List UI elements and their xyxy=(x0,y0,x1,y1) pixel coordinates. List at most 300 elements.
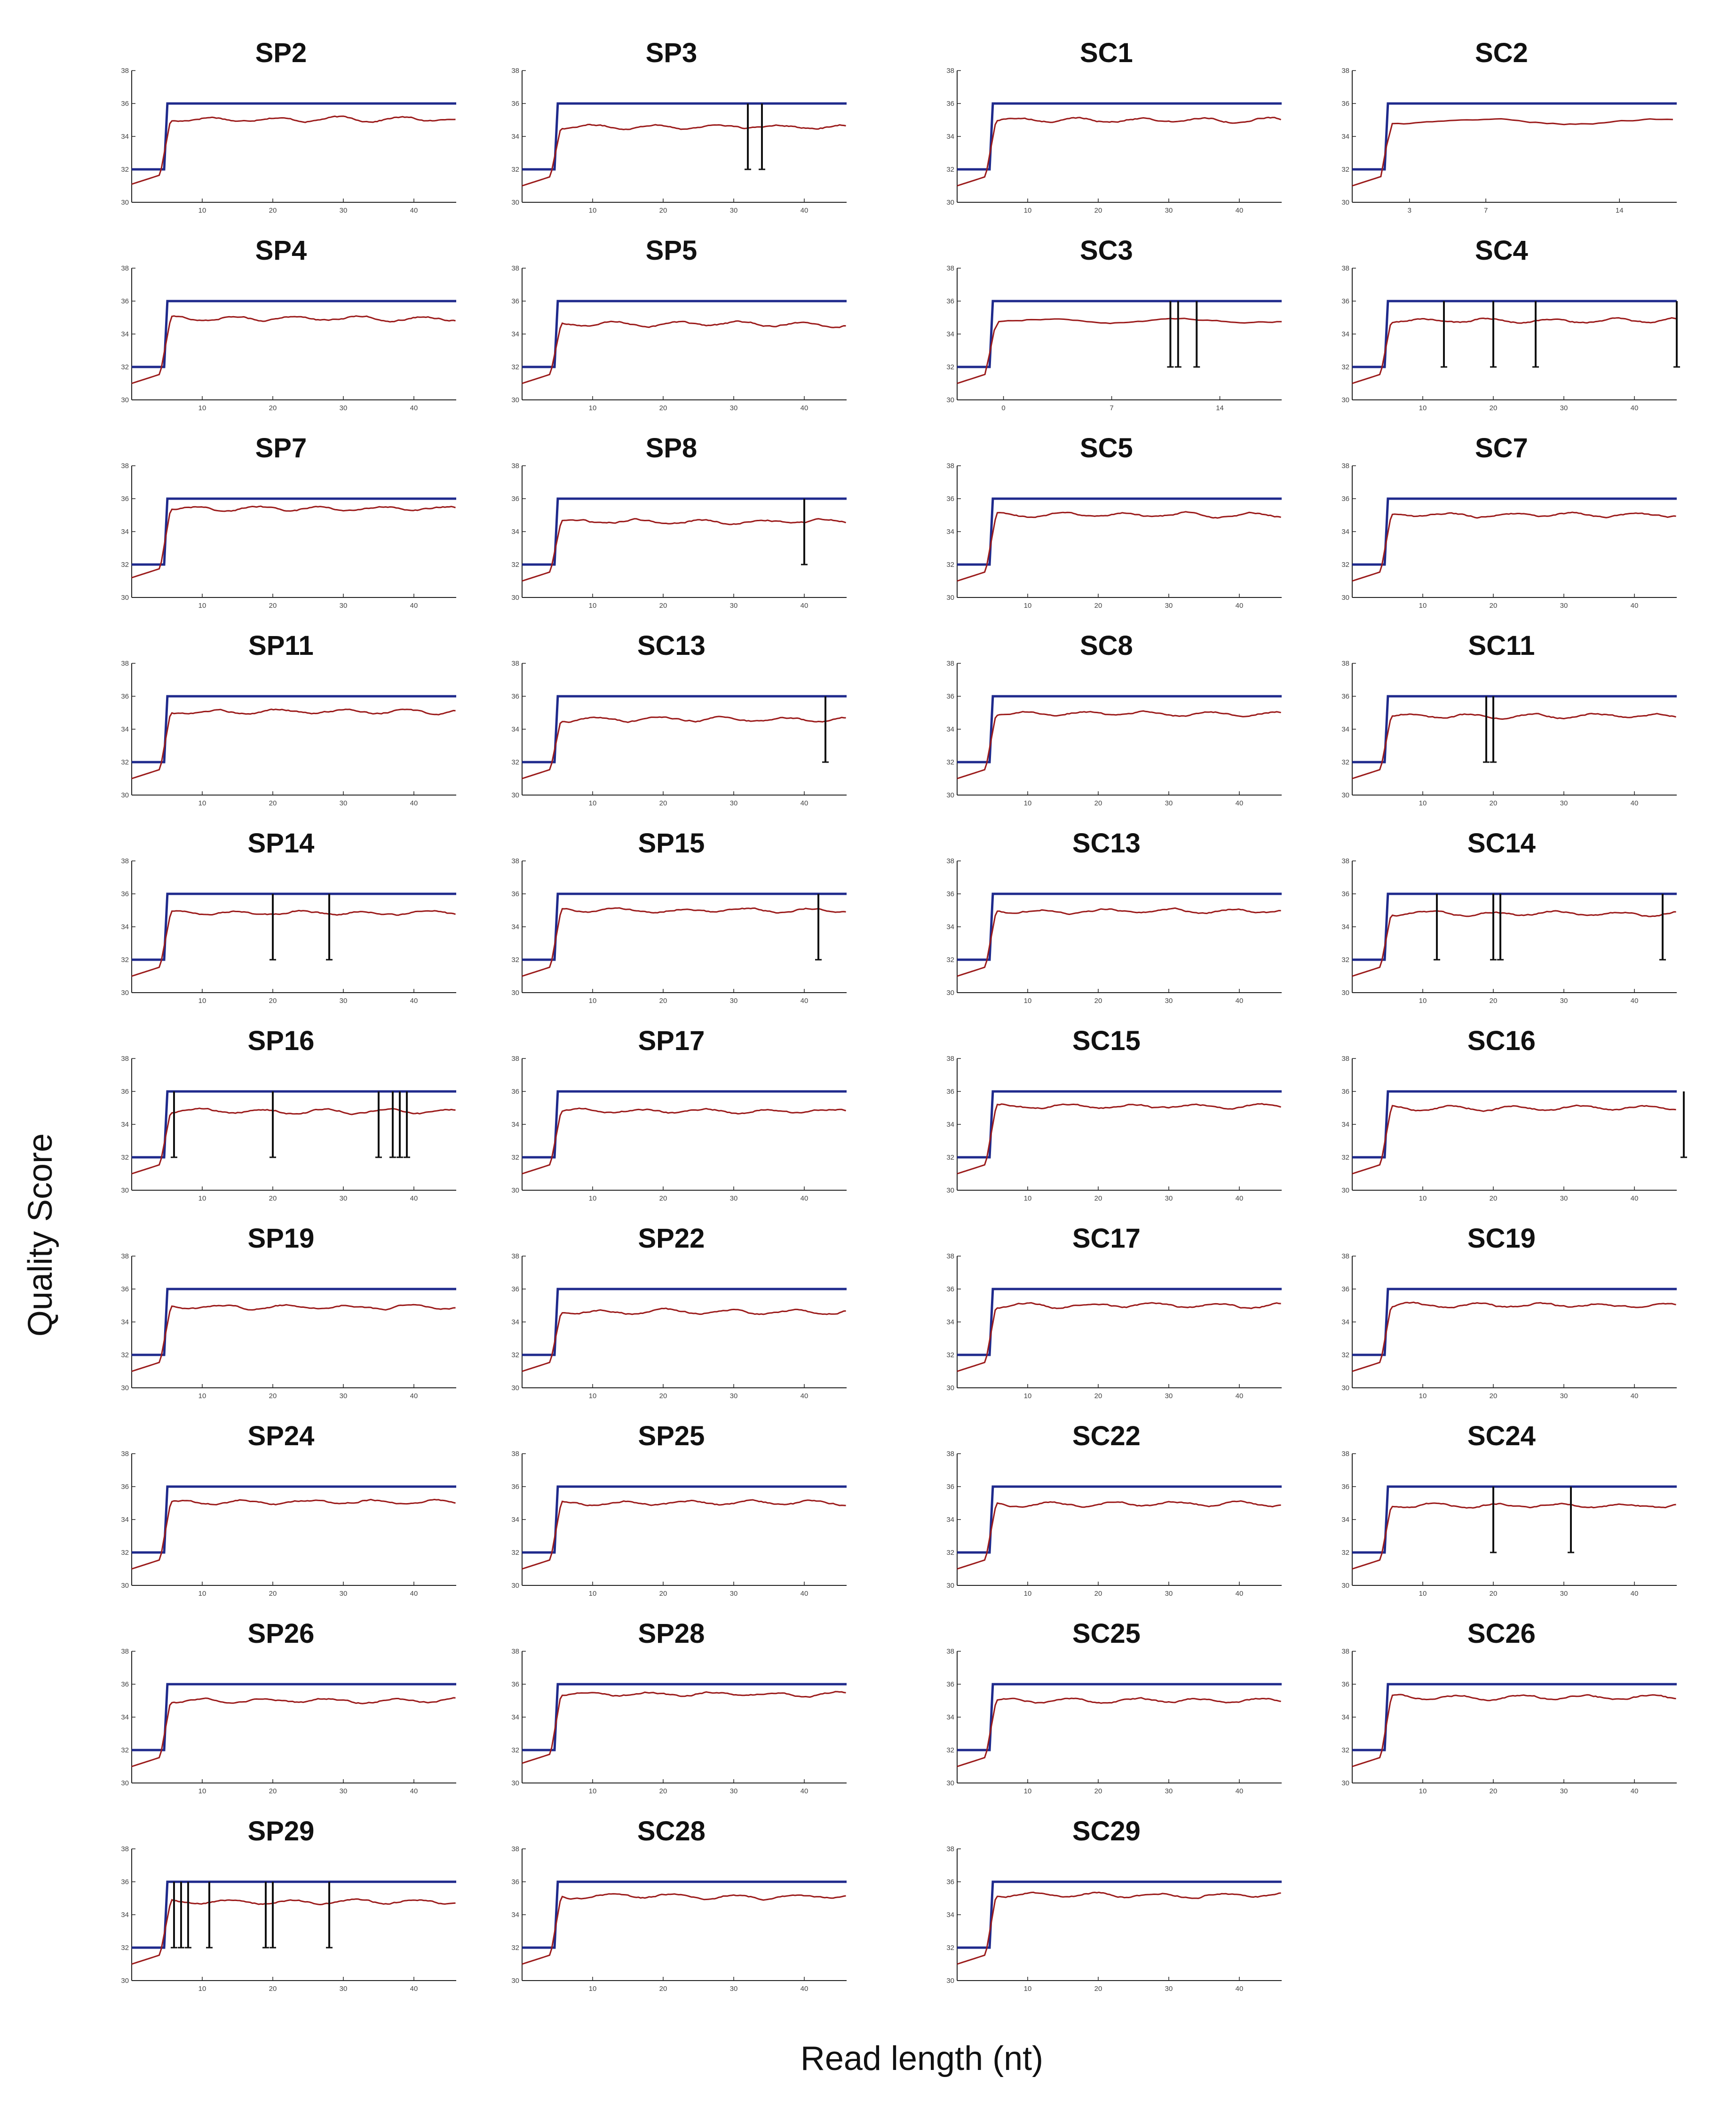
panel-title: SC24 xyxy=(1467,1421,1536,1451)
x-tick-label: 10 xyxy=(198,799,206,807)
x-tick-label: 30 xyxy=(1165,1590,1173,1598)
panel-sc2 xyxy=(1341,38,1677,215)
y-tick-label: 32 xyxy=(121,956,129,964)
panel-sc17 xyxy=(946,1223,1282,1400)
x-tick-label: 20 xyxy=(1094,207,1102,215)
y-tick-label: 32 xyxy=(511,1351,519,1359)
x-tick-label: 20 xyxy=(1094,997,1102,1005)
x-tick-label: 20 xyxy=(269,602,277,610)
y-tick-label: 32 xyxy=(121,758,129,766)
y-tick-label: 30 xyxy=(946,1384,954,1392)
mean-quality-line xyxy=(1352,318,1676,383)
y-tick-label: 34 xyxy=(1341,528,1349,536)
y-tick-label: 34 xyxy=(121,923,129,931)
y-tick-label: 32 xyxy=(511,1154,519,1162)
panel-sp7 xyxy=(121,433,456,610)
max-quality-line xyxy=(522,301,847,367)
y-tick-label: 32 xyxy=(511,166,519,174)
x-tick-label: 20 xyxy=(269,799,277,807)
y-tick-label: 30 xyxy=(121,199,129,207)
panel-title: SP11 xyxy=(248,630,314,661)
x-axis-label: Read length (nt) xyxy=(800,2040,1044,2077)
x-tick-label: 40 xyxy=(1630,799,1639,807)
y-tick-label: 38 xyxy=(946,1252,954,1260)
y-tick-label: 36 xyxy=(121,1483,129,1491)
panel-sc11 xyxy=(1341,630,1677,807)
y-tick-label: 32 xyxy=(946,758,954,766)
x-tick-label: 20 xyxy=(659,1392,667,1400)
x-tick-label: 30 xyxy=(339,1985,348,1993)
y-tick-label: 34 xyxy=(946,725,954,733)
x-tick-label: 20 xyxy=(659,207,667,215)
x-tick-label: 10 xyxy=(1023,1392,1032,1400)
x-tick-label: 10 xyxy=(1419,799,1427,807)
x-tick-label: 30 xyxy=(339,1392,348,1400)
y-tick-label: 32 xyxy=(121,363,129,371)
max-quality-line xyxy=(957,1882,1282,1948)
x-tick-label: 30 xyxy=(339,404,348,412)
panel-title: SP8 xyxy=(645,433,698,463)
max-quality-line xyxy=(1352,301,1677,367)
y-tick-label: 38 xyxy=(511,1647,519,1655)
x-tick-label: 20 xyxy=(1489,1194,1498,1202)
panel-sc25 xyxy=(946,1618,1282,1795)
y-tick-label: 34 xyxy=(946,1911,954,1919)
y-tick-label: 38 xyxy=(121,462,129,470)
max-quality-line xyxy=(132,696,456,762)
panel-title: SC11 xyxy=(1468,630,1535,661)
x-tick-label: 40 xyxy=(800,997,809,1005)
y-tick-label: 34 xyxy=(121,1713,129,1721)
x-tick-label: 40 xyxy=(1630,997,1639,1005)
y-tick-label: 30 xyxy=(121,989,129,997)
y-tick-label: 32 xyxy=(946,1351,954,1359)
y-tick-label: 36 xyxy=(511,890,519,898)
y-tick-label: 36 xyxy=(121,692,129,700)
y-tick-label: 34 xyxy=(1341,1713,1349,1721)
x-tick-label: 20 xyxy=(1094,1392,1102,1400)
panel-title: SP14 xyxy=(247,828,315,859)
panel-sc28 xyxy=(511,1816,847,1993)
x-tick-label: 10 xyxy=(198,1590,206,1598)
mean-quality-line xyxy=(957,1501,1281,1569)
x-tick-label: 20 xyxy=(269,207,277,215)
x-tick-label: 20 xyxy=(1094,1194,1102,1202)
panel-title: SC2 xyxy=(1474,38,1528,68)
panel-sp25 xyxy=(511,1421,847,1598)
y-tick-label: 30 xyxy=(946,396,954,404)
y-tick-label: 36 xyxy=(121,890,129,898)
y-tick-label: 34 xyxy=(511,725,519,733)
y-tick-label: 36 xyxy=(1341,1680,1349,1688)
max-quality-line xyxy=(132,301,456,367)
y-tick-label: 34 xyxy=(121,133,129,141)
panel-sc26 xyxy=(1341,1618,1677,1795)
y-tick-label: 30 xyxy=(511,1384,519,1392)
panel-sp3 xyxy=(511,38,847,215)
y-tick-label: 34 xyxy=(511,330,519,338)
y-tick-label: 32 xyxy=(511,758,519,766)
panel-title: SP24 xyxy=(247,1421,315,1451)
x-tick-label: 20 xyxy=(1489,602,1498,610)
y-tick-label: 36 xyxy=(511,692,519,700)
mean-quality-line xyxy=(522,519,846,581)
panel-sc16 xyxy=(1341,1026,1687,1202)
y-tick-label: 30 xyxy=(1341,1582,1349,1590)
x-tick-label: 7 xyxy=(1110,404,1114,412)
panel-sc1 xyxy=(946,38,1282,215)
y-tick-label: 30 xyxy=(946,1977,954,1985)
y-tick-label: 30 xyxy=(511,1186,519,1194)
panel-title: SP3 xyxy=(645,38,698,68)
x-tick-label: 10 xyxy=(1023,207,1032,215)
y-tick-label: 36 xyxy=(121,297,129,305)
y-tick-label: 38 xyxy=(1341,1647,1349,1655)
y-tick-label: 32 xyxy=(946,363,954,371)
x-tick-label: 10 xyxy=(1023,799,1032,807)
x-tick-label: 40 xyxy=(410,404,418,412)
y-tick-label: 38 xyxy=(511,660,519,668)
y-tick-label: 38 xyxy=(121,67,129,75)
y-tick-label: 34 xyxy=(511,528,519,536)
x-tick-label: 30 xyxy=(339,207,348,215)
y-tick-label: 38 xyxy=(511,1450,519,1458)
y-tick-label: 36 xyxy=(1341,1483,1349,1491)
y-tick-label: 36 xyxy=(511,1680,519,1688)
y-tick-label: 38 xyxy=(1341,264,1349,272)
x-tick-label: 10 xyxy=(198,404,206,412)
x-tick-label: 30 xyxy=(729,1194,738,1202)
max-quality-line xyxy=(522,499,847,565)
x-tick-label: 20 xyxy=(1489,799,1498,807)
y-tick-label: 32 xyxy=(946,956,954,964)
mean-quality-line xyxy=(522,1108,846,1174)
y-tick-label: 32 xyxy=(1341,758,1349,766)
y-tick-label: 36 xyxy=(511,297,519,305)
x-tick-label: 20 xyxy=(659,1985,667,1993)
x-tick-label: 40 xyxy=(1235,1194,1244,1202)
y-tick-label: 34 xyxy=(1341,725,1349,733)
y-tick-label: 32 xyxy=(946,561,954,569)
x-tick-label: 20 xyxy=(1094,799,1102,807)
max-quality-line xyxy=(132,1289,456,1355)
panel-title: SC13 xyxy=(637,630,705,661)
x-tick-label: 20 xyxy=(659,799,667,807)
y-tick-label: 38 xyxy=(511,67,519,75)
y-tick-label: 34 xyxy=(511,1121,519,1129)
x-tick-label: 40 xyxy=(800,1985,809,1993)
panel-title: SP16 xyxy=(247,1026,315,1056)
y-tick-label: 30 xyxy=(1341,1384,1349,1392)
x-tick-label: 20 xyxy=(659,404,667,412)
y-tick-label: 30 xyxy=(121,1186,129,1194)
x-tick-label: 40 xyxy=(410,799,418,807)
x-tick-label: 10 xyxy=(1419,404,1427,412)
panel-sp19 xyxy=(121,1223,456,1400)
x-tick-label: 10 xyxy=(1023,602,1032,610)
x-tick-label: 14 xyxy=(1216,404,1224,412)
max-quality-line xyxy=(132,103,456,169)
panel-sp16 xyxy=(121,1026,456,1202)
y-tick-label: 38 xyxy=(1341,1252,1349,1260)
y-tick-label: 30 xyxy=(511,989,519,997)
x-tick-label: 20 xyxy=(659,1590,667,1598)
mean-quality-line xyxy=(1352,1503,1676,1569)
mean-quality-line xyxy=(522,908,846,976)
y-tick-label: 38 xyxy=(946,857,954,865)
y-tick-label: 36 xyxy=(1341,1285,1349,1293)
y-tick-label: 32 xyxy=(1341,363,1349,371)
x-tick-label: 10 xyxy=(198,997,206,1005)
y-tick-label: 34 xyxy=(946,1318,954,1326)
x-tick-label: 40 xyxy=(800,602,809,610)
panel-sp22 xyxy=(511,1223,847,1400)
x-tick-label: 10 xyxy=(198,602,206,610)
y-tick-label: 34 xyxy=(946,528,954,536)
panel-sp5 xyxy=(511,235,847,412)
panel-sc4 xyxy=(1341,235,1680,412)
x-tick-label: 30 xyxy=(1165,997,1173,1005)
max-quality-line xyxy=(522,894,847,960)
y-tick-label: 30 xyxy=(946,989,954,997)
y-tick-label: 34 xyxy=(121,528,129,536)
x-tick-label: 10 xyxy=(588,1985,597,1993)
mean-quality-line xyxy=(132,1305,456,1371)
x-tick-label: 0 xyxy=(1001,404,1006,412)
x-tick-label: 7 xyxy=(1483,207,1488,215)
mean-quality-line xyxy=(957,711,1281,779)
y-tick-label: 32 xyxy=(1341,1351,1349,1359)
x-tick-label: 10 xyxy=(588,1590,597,1598)
x-tick-label: 30 xyxy=(339,1590,348,1598)
y-tick-label: 38 xyxy=(511,1252,519,1260)
max-quality-line xyxy=(957,1487,1282,1552)
panel-title: SC26 xyxy=(1467,1618,1536,1649)
x-tick-label: 10 xyxy=(1419,1787,1427,1795)
y-axis-label: Quality Score xyxy=(22,1133,59,1337)
panel-title: SC15 xyxy=(1072,1026,1141,1056)
x-tick-label: 20 xyxy=(1094,1590,1102,1598)
x-tick-label: 40 xyxy=(1235,1985,1244,1993)
y-tick-label: 36 xyxy=(121,1285,129,1293)
x-tick-label: 30 xyxy=(729,1590,738,1598)
x-tick-label: 10 xyxy=(1023,1194,1032,1202)
y-tick-label: 32 xyxy=(121,1549,129,1557)
y-tick-label: 30 xyxy=(511,1582,519,1590)
y-tick-label: 32 xyxy=(121,1154,129,1162)
mean-quality-line xyxy=(1352,1302,1676,1371)
y-tick-label: 32 xyxy=(1341,1746,1349,1754)
x-tick-label: 40 xyxy=(410,1392,418,1400)
panel-title: SP25 xyxy=(638,1421,705,1451)
y-tick-label: 30 xyxy=(121,1384,129,1392)
y-tick-label: 32 xyxy=(946,1746,954,1754)
y-tick-label: 36 xyxy=(1341,297,1349,305)
mean-quality-line xyxy=(132,709,456,779)
x-tick-label: 30 xyxy=(339,1194,348,1202)
mean-quality-line xyxy=(132,1698,456,1767)
mean-quality-line xyxy=(522,125,846,186)
y-tick-label: 38 xyxy=(946,1055,954,1063)
x-tick-label: 3 xyxy=(1407,207,1411,215)
max-quality-line xyxy=(132,894,456,960)
mean-quality-line xyxy=(132,1499,456,1569)
max-quality-line xyxy=(132,1684,456,1750)
panel-title: SC8 xyxy=(1079,630,1133,661)
panel-title: SP19 xyxy=(247,1223,315,1254)
max-quality-line xyxy=(1352,103,1677,169)
x-tick-label: 40 xyxy=(1630,1787,1639,1795)
y-tick-label: 32 xyxy=(511,1944,519,1952)
y-tick-label: 38 xyxy=(121,1055,129,1063)
y-tick-label: 34 xyxy=(511,1911,519,1919)
y-tick-label: 38 xyxy=(1341,857,1349,865)
x-tick-label: 30 xyxy=(339,799,348,807)
y-tick-label: 30 xyxy=(511,199,519,207)
panel-title: SC29 xyxy=(1072,1816,1141,1846)
panel-title: SP2 xyxy=(255,38,307,68)
y-tick-label: 38 xyxy=(1341,1055,1349,1063)
max-quality-line xyxy=(957,1091,1282,1157)
y-tick-label: 34 xyxy=(1341,923,1349,931)
max-quality-line xyxy=(1352,894,1677,960)
y-tick-label: 34 xyxy=(121,1516,129,1524)
y-tick-label: 30 xyxy=(121,1779,129,1787)
y-tick-label: 34 xyxy=(946,330,954,338)
y-tick-label: 30 xyxy=(946,791,954,799)
x-tick-label: 30 xyxy=(729,207,738,215)
x-tick-label: 40 xyxy=(800,1194,809,1202)
x-tick-label: 20 xyxy=(659,1194,667,1202)
y-tick-label: 32 xyxy=(121,1944,129,1952)
panel-sc14 xyxy=(1341,828,1677,1005)
x-tick-label: 20 xyxy=(1489,1787,1498,1795)
x-tick-label: 40 xyxy=(1235,602,1244,610)
y-tick-label: 36 xyxy=(946,495,954,503)
y-tick-label: 38 xyxy=(121,1450,129,1458)
x-tick-label: 10 xyxy=(1419,1590,1427,1598)
x-tick-label: 30 xyxy=(1560,404,1568,412)
panel-sc22 xyxy=(946,1421,1282,1598)
y-tick-label: 32 xyxy=(946,1944,954,1952)
x-tick-label: 40 xyxy=(1235,1787,1244,1795)
y-tick-label: 30 xyxy=(946,1779,954,1787)
x-tick-label: 20 xyxy=(1094,1787,1102,1795)
max-quality-line xyxy=(1352,696,1677,762)
y-tick-label: 36 xyxy=(946,1878,954,1886)
panel-sc29 xyxy=(946,1816,1282,1993)
x-tick-label: 40 xyxy=(1235,997,1244,1005)
y-tick-label: 34 xyxy=(511,1713,519,1721)
mean-quality-line xyxy=(957,512,1281,581)
x-tick-label: 40 xyxy=(410,1194,418,1202)
panel-title: SP28 xyxy=(638,1618,705,1649)
y-tick-label: 36 xyxy=(946,692,954,700)
y-tick-label: 38 xyxy=(946,67,954,75)
x-tick-label: 10 xyxy=(588,1194,597,1202)
x-tick-label: 10 xyxy=(1023,1985,1032,1993)
panel-title: SC5 xyxy=(1079,433,1133,463)
y-tick-label: 36 xyxy=(946,1680,954,1688)
x-tick-label: 20 xyxy=(1094,1985,1102,1993)
y-tick-label: 34 xyxy=(121,330,129,338)
x-tick-label: 40 xyxy=(800,1787,809,1795)
max-quality-line xyxy=(522,1289,847,1355)
mean-quality-line xyxy=(1352,1105,1676,1174)
x-tick-label: 10 xyxy=(588,602,597,610)
max-quality-line xyxy=(522,1882,847,1948)
y-tick-label: 32 xyxy=(121,1746,129,1754)
y-tick-label: 38 xyxy=(946,462,954,470)
x-tick-label: 20 xyxy=(1489,1590,1498,1598)
x-tick-label: 14 xyxy=(1615,207,1624,215)
max-quality-line xyxy=(957,1684,1282,1750)
y-tick-label: 36 xyxy=(1341,890,1349,898)
y-tick-label: 30 xyxy=(946,1186,954,1194)
panel-sp11 xyxy=(121,630,456,807)
x-tick-label: 10 xyxy=(198,1392,206,1400)
x-tick-label: 10 xyxy=(1023,1787,1032,1795)
y-tick-label: 34 xyxy=(511,1318,519,1326)
x-tick-label: 40 xyxy=(410,602,418,610)
mean-quality-line xyxy=(957,908,1281,976)
max-quality-line xyxy=(957,499,1282,565)
panel-sp29 xyxy=(121,1816,456,1993)
x-tick-label: 30 xyxy=(729,997,738,1005)
x-tick-label: 40 xyxy=(410,1985,418,1993)
x-tick-label: 20 xyxy=(659,1787,667,1795)
panel-title: SP29 xyxy=(247,1816,315,1846)
x-tick-label: 30 xyxy=(1560,1787,1568,1795)
mean-quality-line xyxy=(522,1500,846,1569)
x-tick-label: 10 xyxy=(1023,1590,1032,1598)
x-tick-label: 40 xyxy=(800,404,809,412)
x-tick-label: 30 xyxy=(1560,799,1568,807)
y-tick-label: 36 xyxy=(121,495,129,503)
y-tick-label: 34 xyxy=(511,923,519,931)
y-tick-label: 32 xyxy=(1341,1549,1349,1557)
x-tick-label: 40 xyxy=(800,207,809,215)
x-tick-label: 30 xyxy=(729,602,738,610)
panel-sp26 xyxy=(121,1618,456,1795)
panel-title: SC1 xyxy=(1079,38,1133,68)
max-quality-line xyxy=(957,696,1282,762)
x-tick-label: 40 xyxy=(1630,602,1639,610)
x-tick-label: 30 xyxy=(1560,602,1568,610)
max-quality-line xyxy=(522,1091,847,1157)
x-tick-label: 20 xyxy=(269,1194,277,1202)
y-tick-label: 30 xyxy=(1341,594,1349,602)
y-tick-label: 32 xyxy=(511,363,519,371)
panel-title: SC7 xyxy=(1474,433,1528,463)
y-tick-label: 36 xyxy=(946,1285,954,1293)
mean-quality-line xyxy=(522,716,846,779)
y-tick-label: 34 xyxy=(946,133,954,141)
x-tick-label: 10 xyxy=(198,207,206,215)
max-quality-line xyxy=(1352,1091,1677,1157)
y-tick-label: 38 xyxy=(121,1252,129,1260)
y-tick-label: 30 xyxy=(1341,791,1349,799)
x-tick-label: 10 xyxy=(1023,997,1032,1005)
x-tick-label: 10 xyxy=(588,207,597,215)
panel-title: SP4 xyxy=(255,235,307,266)
max-quality-line xyxy=(522,696,847,762)
x-tick-label: 40 xyxy=(1235,799,1244,807)
y-tick-label: 38 xyxy=(946,1845,954,1853)
x-tick-label: 20 xyxy=(269,1985,277,1993)
panel-sp8 xyxy=(511,433,847,610)
max-quality-line xyxy=(957,1289,1282,1355)
